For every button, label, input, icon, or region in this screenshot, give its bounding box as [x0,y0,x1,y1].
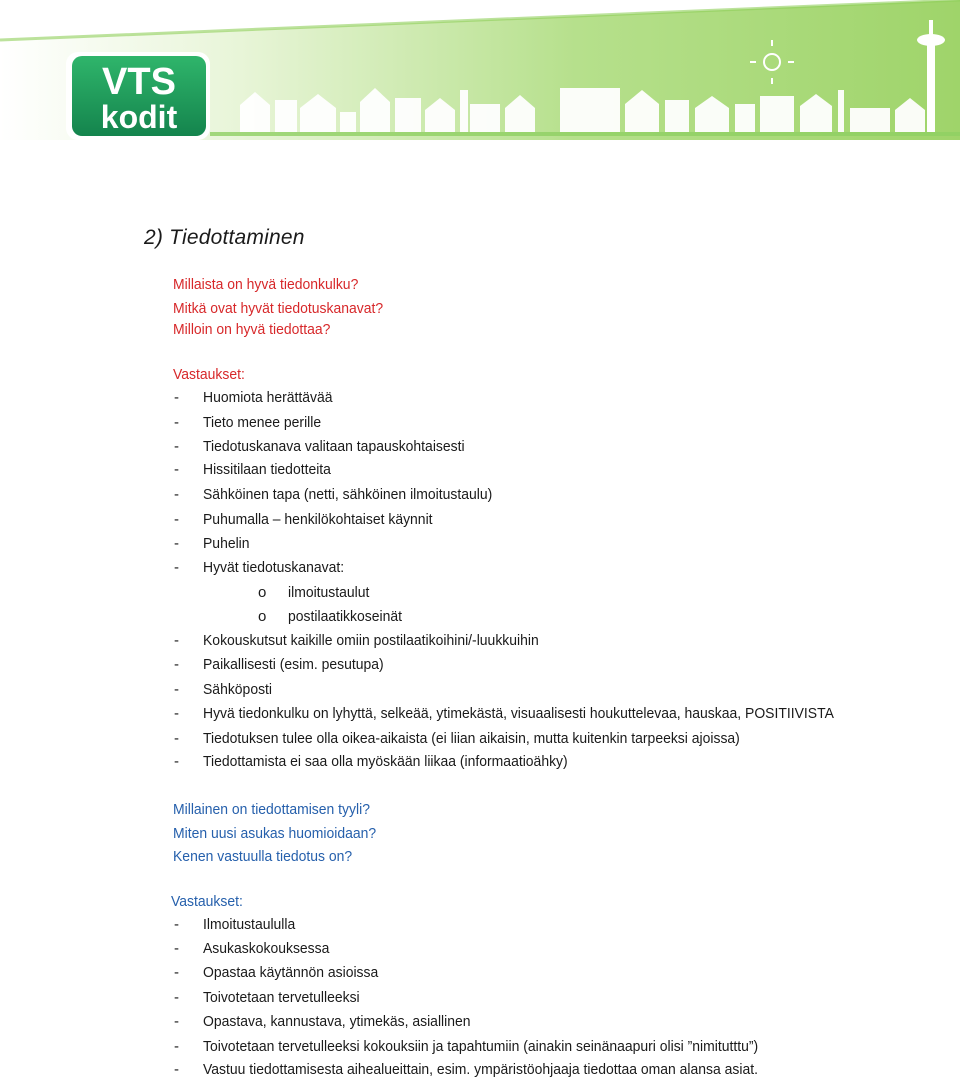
answer-item: Sähköposti [203,681,273,698]
answers-label-2: Vastaukset: [171,893,243,910]
answer-item: Ilmoitustaululla [203,916,296,933]
sub-answer-item: postilaatikkoseinät [288,608,402,625]
dash-bullet: - [174,414,179,431]
sub-bullet: o [258,584,267,601]
answer-item: Tieto menee perille [203,414,322,431]
question-4: Millainen on tiedottamisen tyyli? [173,801,370,818]
answer-item: Tiedotuskanava valitaan tapauskohtaisesti [203,438,465,455]
sub-answer-item: ilmoitustaulut [288,584,370,601]
answer-item: Tiedotuksen tulee olla oikea-aikaista (ei liian aikaisin, mutta kuitenkin tarpeeksi ajoissa) [203,730,740,747]
header-banner [0,0,960,150]
answer-item: Hissitilaan tiedotteita [203,461,331,478]
dash-bullet: - [174,964,179,981]
dash-bullet: - [174,681,179,698]
dash-bullet: - [174,486,179,503]
dash-bullet: - [174,916,179,933]
answer-item: Sähköinen tapa (netti, sähköinen ilmoitustaulu) [203,486,493,503]
dash-bullet: - [174,705,179,722]
dash-bullet: - [174,559,179,576]
section-title: 2) Tiedottaminen [144,226,305,249]
dash-bullet: - [174,632,179,649]
dash-bullet: - [174,1013,179,1030]
answers-label-1: Vastaukset: [173,366,245,383]
dash-bullet: - [174,730,179,747]
question-1: Millaista on hyvä tiedonkulku? [173,276,359,293]
answer-item: Vastuu tiedottamisesta aihealueittain, esim. ympäristöohjaaja tiedottaa oman alansa asiat. [203,1061,758,1078]
answer-item: Hyvä tiedonkulku on lyhyttä, selkeää, ytimekästä, visuaalisesti houkuttelevaa, hauskaa, POSITIIVISTA [203,705,834,722]
logo-vts-text: VTS [102,61,176,103]
dash-bullet: - [174,535,179,552]
answer-item: Tiedottamista ei saa olla myöskään liikaa (informaatioähky) [203,753,568,770]
answer-item: Opastava, kannustava, ytimekäs, asiallinen [203,1013,471,1030]
answer-item: Huomiota herättävää [203,389,333,406]
dash-bullet: - [174,940,179,957]
dash-bullet: - [174,461,179,478]
dash-bullet: - [174,1038,179,1055]
vts-kodit-logo [66,52,210,140]
dash-bullet: - [174,1061,179,1078]
sub-bullet: o [258,608,267,625]
dash-bullet: - [174,753,179,770]
answer-item: Puhumalla – henkilökohtaiset käynnit [203,511,433,528]
question-3: Milloin on hyvä tiedottaa? [173,321,331,338]
dash-bullet: - [174,511,179,528]
answer-item: Kokouskutsut kaikille omiin postilaatikoihini/-luukkuihin [203,632,539,649]
answer-item: Asukaskokouksessa [203,940,330,957]
answer-item: Opastaa käytännön asioissa [203,964,379,981]
answer-item: Hyvät tiedotuskanavat: [203,559,345,576]
question-5: Miten uusi asukas huomioidaan? [173,825,377,842]
dash-bullet: - [174,389,179,406]
dash-bullet: - [174,438,179,455]
answer-item: Paikallisesti (esim. pesutupa) [203,656,384,673]
answer-item: Toivotetaan tervetulleeksi [203,989,360,1006]
question-2: Mitkä ovat hyvät tiedotuskanavat? [173,300,384,317]
answer-item: Toivotetaan tervetulleeksi kokouksiin ja tapahtumiin (ainakin seinänaapuri olisi ”nimitutttu”) [203,1038,759,1055]
logo-kodit-text: kodit [100,99,178,135]
dash-bullet: - [174,989,179,1006]
answer-item: Puhelin [203,535,250,552]
question-6: Kenen vastuulla tiedotus on? [173,848,353,865]
dash-bullet: - [174,656,179,673]
